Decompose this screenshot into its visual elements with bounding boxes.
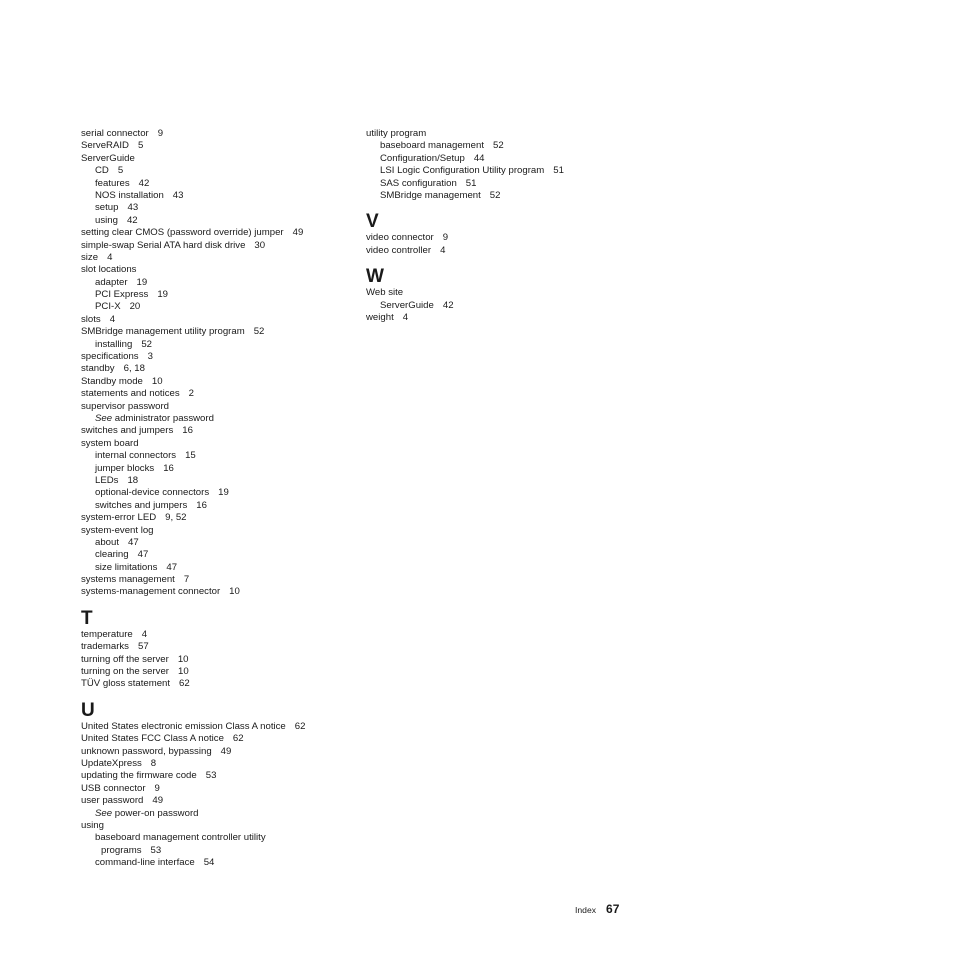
index-subentry [81, 857, 351, 869]
index-letter-heading: W [366, 266, 384, 288]
entry-page-ref: 62 [294, 720, 306, 732]
entry-term: switches and jumpers [81, 425, 174, 437]
entry-term: supervisor password [81, 400, 169, 412]
entry-page-ref: 43 [172, 189, 184, 201]
entry-page-ref: 62 [179, 678, 190, 690]
entry-term: optional-device connectors [95, 487, 210, 499]
index-subentry [81, 450, 351, 462]
index-entry [81, 512, 351, 524]
entry-page-ref: 53 [205, 770, 217, 782]
page-number: 67 [606, 902, 620, 916]
entry-term: using [81, 819, 104, 831]
entry-term: systems management [81, 574, 175, 586]
index-subentry [81, 537, 351, 549]
entry-page-ref: 47 [137, 549, 149, 561]
entry-page-ref: 5 [137, 140, 144, 152]
entry-page-ref: 16 [182, 425, 193, 437]
index-entry [81, 128, 351, 140]
entry-term: ServerGuide [380, 299, 434, 311]
entry-term: SAS configuration [380, 177, 457, 189]
index-subentry [81, 808, 351, 820]
entry-term: system board [81, 437, 139, 449]
index-subentry [366, 165, 636, 177]
entry-page-ref: 4 [107, 251, 113, 263]
index-entry [366, 232, 636, 244]
index-entry [366, 128, 636, 140]
entry-term: systems-management connector [81, 586, 221, 598]
entry-term: simple-swap Serial ATA hard disk drive [81, 239, 246, 251]
entry-term: video controller [366, 244, 432, 256]
index-subentry [366, 153, 636, 165]
entry-page-ref: 5 [117, 165, 124, 177]
entry-term: internal connectors [95, 450, 177, 462]
entry-term: system-event log [81, 524, 154, 536]
index-subentry [81, 178, 351, 190]
index-entry [81, 227, 351, 239]
entry-term: statements and notices [81, 388, 180, 400]
entry-page-ref: 4 [402, 311, 409, 323]
entry-term: size [81, 251, 99, 263]
index-entry [81, 401, 351, 413]
index-entry [81, 574, 351, 586]
entry-page-ref: 52 [493, 140, 504, 152]
index-subentry [81, 845, 351, 857]
entry-page-ref: 52 [141, 338, 153, 350]
entry-term: UpdateXpress [81, 757, 142, 769]
index-entry [81, 525, 351, 537]
index-entry [81, 795, 351, 807]
entry-term: adapter [95, 276, 128, 288]
index-letter-heading: T [81, 607, 93, 629]
index-subentry [81, 289, 351, 301]
index-subentry [81, 549, 351, 561]
entry-page-ref: 4 [440, 244, 446, 256]
index-entry [81, 314, 351, 326]
entry-page-ref: 10 [177, 653, 189, 665]
entry-page-ref: 10 [229, 586, 240, 598]
entry-term: CD [95, 165, 109, 177]
entry-page-ref: 20 [129, 301, 141, 313]
entry-term: video connector [366, 232, 434, 244]
entry-term: PCI-X [95, 301, 121, 313]
entry-term: SMBridge management utility program [81, 326, 245, 338]
entry-page-ref: 9 [442, 232, 449, 244]
index-entry [81, 820, 351, 832]
entry-page-ref: 10 [151, 375, 163, 387]
index-entry [81, 770, 351, 782]
entry-term: baseboard management controller utility [95, 832, 266, 844]
entry-page-ref: 9, 52 [165, 512, 187, 524]
index-subentry [81, 487, 351, 499]
index-entry [81, 264, 351, 276]
index-subentry [81, 190, 351, 202]
entry-term: SMBridge management [380, 189, 481, 201]
index-entry [81, 641, 351, 653]
entry-page-ref: 51 [465, 177, 477, 189]
entry-term: weight [366, 311, 394, 323]
index-subentry [366, 190, 636, 202]
entry-term: Configuration/Setup [380, 152, 465, 164]
entry-page-ref: 44 [473, 152, 485, 164]
entry-term: USB connector [81, 782, 146, 794]
index-entry [81, 783, 351, 795]
index-entry [81, 733, 351, 745]
entry-term: ServerGuide [81, 152, 135, 164]
entry-page-ref: 6, 18 [123, 363, 145, 375]
entry-page-ref: 4 [141, 628, 148, 640]
index-letter-heading: V [366, 211, 379, 233]
entry-term: setting clear CMOS (password override) jumper [81, 227, 284, 239]
entry-page-ref: 42 [126, 214, 138, 226]
entry-page-ref: 2 [188, 388, 195, 400]
index-subentry [366, 140, 636, 152]
entry-term: programs [101, 844, 142, 856]
index-subentry [81, 832, 351, 844]
entry-term: switches and jumpers [95, 499, 188, 511]
entry-term: turning on the server [81, 666, 169, 678]
entry-page-ref: 8 [150, 757, 157, 769]
entry-page-ref: 9 [157, 128, 164, 139]
entry-term: slots [81, 313, 101, 325]
entry-page-ref: 52 [489, 189, 501, 201]
index-entry [366, 287, 636, 299]
index-entry [81, 252, 351, 264]
footer-section-label: Index [575, 905, 597, 915]
entry-term: about [95, 536, 120, 548]
entry-page-ref: 19 [157, 289, 168, 301]
index-entry [81, 376, 351, 388]
index-subentry [366, 178, 636, 190]
entry-term: United States FCC Class A notice [81, 733, 224, 745]
entry-page-ref: 57 [137, 641, 149, 653]
entry-page-ref: 51 [553, 165, 564, 177]
entry-page-ref: 16 [196, 499, 207, 511]
entry-page-ref: 47 [128, 536, 139, 548]
index-entry [81, 586, 351, 598]
index-subentry [81, 202, 351, 214]
entry-term: jumper blocks [95, 462, 155, 474]
entry-term: updating the firmware code [81, 770, 197, 782]
entry-term: LEDs [95, 474, 119, 486]
index-column-right [366, 128, 636, 324]
index-entry [366, 312, 636, 324]
entry-term: administrator password [114, 412, 214, 424]
index-entry [366, 245, 636, 257]
entry-page-ref: 30 [254, 239, 266, 251]
entry-term: size limitations [95, 561, 158, 573]
entry-page-ref: 53 [150, 844, 162, 856]
entry-term: standby [81, 363, 115, 375]
index-subentry [81, 165, 351, 177]
entry-term: PCI Express [95, 289, 149, 301]
entry-term: slot locations [81, 264, 137, 276]
index-entry [81, 326, 351, 338]
index-entry [81, 666, 351, 678]
entry-page-ref: 7 [183, 574, 190, 586]
entry-page-ref: 15 [185, 450, 196, 462]
index-entry [81, 758, 351, 770]
page-footer [575, 900, 619, 918]
entry-term: TÜV gloss statement [81, 678, 171, 690]
entry-term: United States electronic emission Class A notice [81, 720, 286, 732]
index-entry [81, 153, 351, 165]
entry-page-ref: 47 [166, 561, 178, 573]
index-subentry [81, 301, 351, 313]
entry-term: setup [95, 202, 119, 214]
index-entry [81, 629, 351, 641]
entry-page-ref: 9 [154, 782, 160, 794]
entry-term: ServeRAID [81, 140, 129, 152]
entry-page-ref: 19 [218, 487, 229, 499]
entry-page-ref: 19 [136, 276, 148, 288]
index-subentry [81, 500, 351, 512]
entry-term: unknown password, bypassing [81, 745, 212, 757]
entry-page-ref: 10 [178, 666, 189, 678]
entry-term: installing [95, 338, 133, 350]
entry-page-ref: 62 [232, 733, 244, 745]
entry-page-ref: 3 [147, 351, 153, 363]
index-subentry [81, 413, 351, 425]
index-subentry [81, 463, 351, 475]
index-subentry [81, 215, 351, 227]
entry-page-ref: 49 [292, 227, 304, 239]
index-entry [81, 438, 351, 450]
entry-page-ref: 42 [138, 177, 150, 189]
index-entry [81, 140, 351, 152]
index-subentry [81, 562, 351, 574]
entry-term: baseboard management [380, 140, 485, 152]
index-letter-heading: U [81, 699, 95, 721]
entry-term: clearing [95, 549, 129, 561]
entry-term: power-on password [114, 807, 199, 819]
index-subentry [81, 339, 351, 351]
entry-term: using [95, 214, 118, 226]
entry-term: specifications [81, 351, 139, 363]
entry-term: user password [81, 795, 144, 807]
index-subentry [81, 277, 351, 289]
entry-term: utility program [366, 128, 427, 139]
index-column-left [81, 128, 351, 869]
index-entry [81, 654, 351, 666]
index-entry [81, 351, 351, 363]
index-subentry [366, 300, 636, 312]
entry-term: features [95, 177, 130, 189]
index-entry [81, 240, 351, 252]
index-entry [81, 388, 351, 400]
index-entry [81, 678, 351, 690]
entry-page-ref: 49 [152, 795, 164, 807]
entry-page-ref: 18 [127, 474, 139, 486]
entry-page-ref: 42 [442, 299, 454, 311]
entry-term: Standby mode [81, 375, 143, 387]
entry-term: trademarks [81, 641, 129, 653]
entry-page-ref: 43 [127, 202, 139, 214]
entry-page-ref: 4 [109, 313, 116, 325]
entry-term: LSI Logic Configuration Utility program [380, 165, 545, 177]
entry-term: serial connector [81, 128, 149, 139]
entry-page-ref: 54 [203, 857, 215, 869]
entry-term: system-error LED [81, 512, 157, 524]
entry-page-ref: 16 [163, 462, 174, 474]
entry-term: temperature [81, 628, 133, 640]
index-entry [81, 721, 351, 733]
entry-page-ref: 52 [253, 326, 265, 338]
index-entry [81, 425, 351, 437]
see-reference: See [95, 412, 113, 424]
entry-term: turning off the server [81, 653, 169, 665]
entry-term: Web site [366, 287, 404, 299]
entry-term: command-line interface [95, 857, 195, 869]
index-entry [81, 363, 351, 375]
entry-page-ref: 49 [220, 745, 232, 757]
entry-term: NOS installation [95, 189, 164, 201]
index-entry [81, 746, 351, 758]
index-subentry [81, 475, 351, 487]
see-reference: See [95, 807, 113, 819]
